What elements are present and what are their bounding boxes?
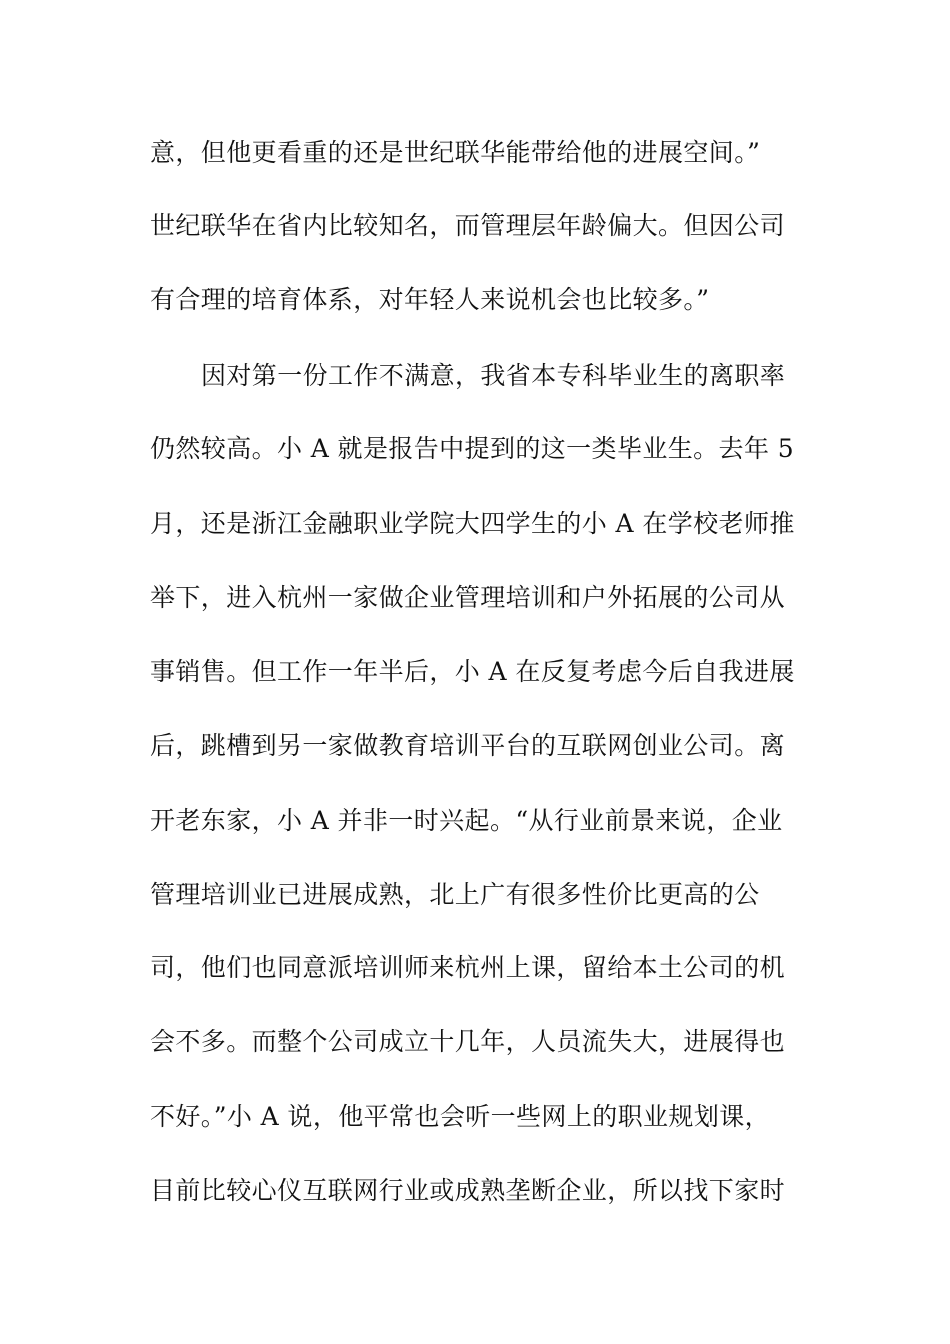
text-line: 意，但他更看重的还是世纪联华能带给他的进展空间。” xyxy=(150,138,761,167)
text-line: 仍然较高。小 A 就是报告中提到的这一类毕业生。去年 5 xyxy=(150,434,795,463)
text-line: 世纪联华在省内比较知名，而管理层年龄偏大。但因公司 xyxy=(150,211,786,240)
text-line: 开老东家，小 A 并非一时兴起。“从行业前景来说，企业 xyxy=(150,806,783,835)
text-line: 管理培训业已进展成熟，北上广有很多性价比更高的公 xyxy=(150,880,760,909)
text-line: 有合理的培育体系，对年轻人来说机会也比较多。” xyxy=(150,285,710,314)
text-line: 月，还是浙江金融职业学院大四学生的小 A 在学校老师推 xyxy=(150,509,795,538)
text-line: 不好。”小 A 说，他平常也会听一些网上的职业规划课， xyxy=(150,1102,771,1131)
text-line: 目前比较心仪互联网行业或成熟垄断企业，所以找下家时 xyxy=(150,1176,786,1205)
text-line: 会不多。而整个公司成立十几年，人员流失大，进展得也 xyxy=(150,1027,786,1056)
paragraph-start-line: 因对第一份工作不满意，我省本专科毕业生的离职率 xyxy=(201,361,786,390)
text-line: 后，跳槽到另一家做教育培训平台的互联网创业公司。离 xyxy=(150,731,786,760)
text-line: 事销售。但工作一年半后，小 A 在反复考虑今后自我进展 xyxy=(150,657,795,686)
text-line: 司，他们也同意派培训师来杭州上课，留给本土公司的机 xyxy=(150,953,786,982)
text-line: 举下，进入杭州一家做企业管理培训和户外拓展的公司从 xyxy=(150,583,786,612)
